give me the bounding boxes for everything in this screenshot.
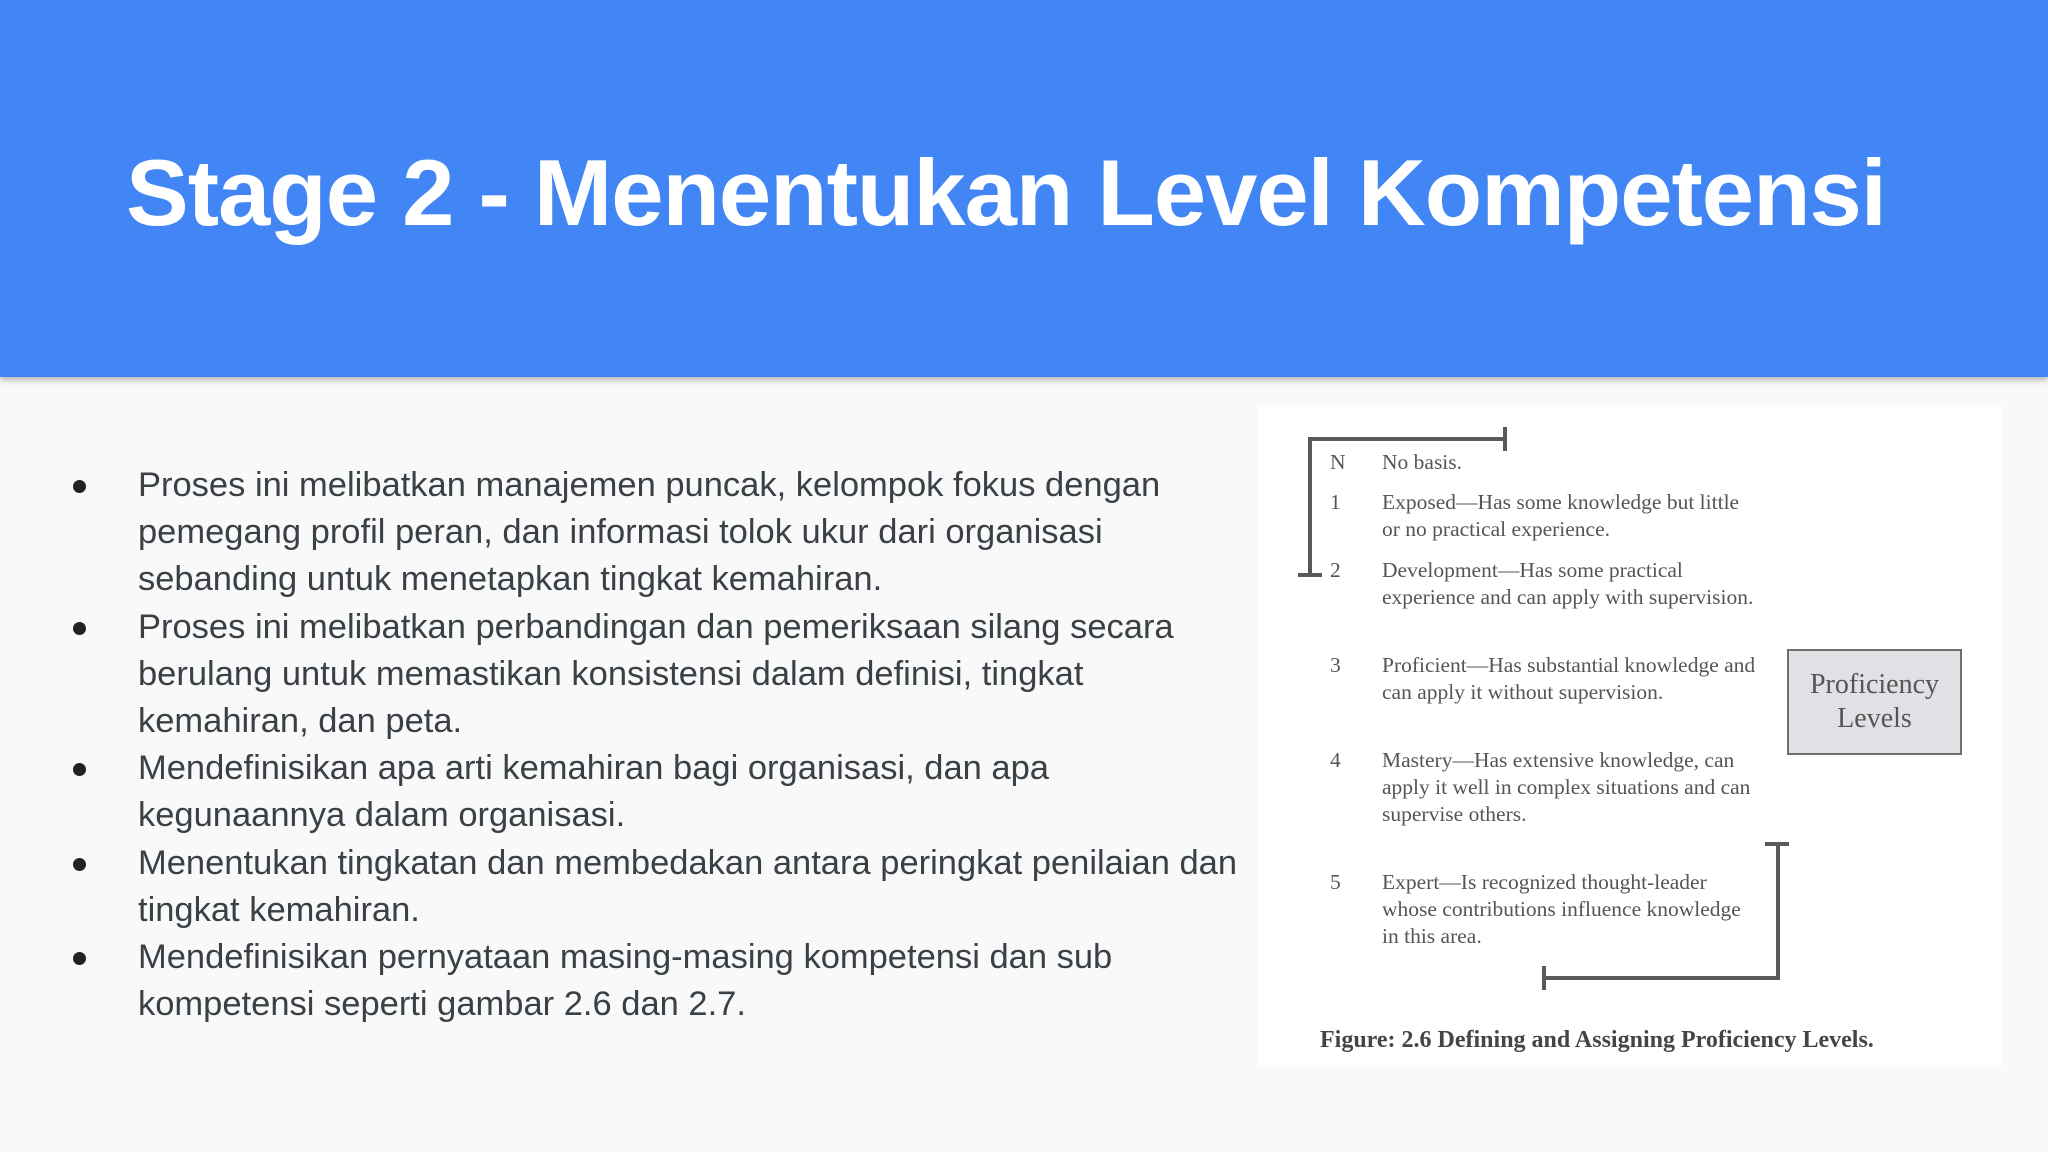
bullet-item <box>68 604 1238 746</box>
level-number: N <box>1330 450 1346 474</box>
bullet-item <box>68 934 1238 1028</box>
proficiency-levels-label: Proficiency Levels <box>1809 669 1940 734</box>
bullet-list <box>68 462 1238 1028</box>
level-description: Mastery—Has extensive knowledge, can apply it well in complex situations and can supervise others. <box>1382 748 1751 826</box>
bullet-text: Mendefinisikan pernyataan masing-masing kompetensi dan sub kompetensi seperti gambar 2.6 dan 2.7. <box>138 938 1113 1024</box>
level-number: 4 <box>1330 748 1341 772</box>
level-description: Expert—Is recognized thought-leader whose contributions influence knowledge in this area. <box>1382 870 1741 948</box>
proficiency-levels-box <box>1787 649 1962 755</box>
bullet-dot <box>73 952 86 965</box>
level-description: Proficient—Has substantial knowledge and can apply it without supervision. <box>1382 653 1756 704</box>
bullet-text: Menentukan tingkatan dan membedakan antara peringkat penilaian dan tingkat kemahiran. <box>138 843 1238 929</box>
bracket-top-horizontal <box>1308 437 1506 441</box>
bullet-item <box>68 745 1238 839</box>
bullet-dot <box>73 480 86 493</box>
level-number: 3 <box>1330 653 1341 677</box>
figure-caption: Figure: 2.6 Defining and Assigning Proficiency Levels. <box>1320 1027 1874 1053</box>
bracket-top-foot <box>1298 573 1322 577</box>
bullet-dot <box>73 858 86 871</box>
bullet-item <box>68 462 1238 604</box>
bullet-text: Mendefinisikan apa arti kemahiran bagi organisasi, dan apa kegunaannya dalam organisasi. <box>138 749 1049 835</box>
proficiency-figure <box>1258 405 2002 1067</box>
level-number: 2 <box>1330 558 1341 582</box>
bracket-top-vertical <box>1308 437 1312 577</box>
level-description: No basis. <box>1382 450 1463 474</box>
bullet-text: Proses ini melibatkan perbandingan dan pemeriksaan silang secara berulang untuk memastikan konsistensi dalam definisi, tingkat kemahiran, dan peta. <box>138 607 1174 741</box>
slide-title: Stage 2 - Menentukan Level Kompetensi <box>126 140 1886 245</box>
bullet-item <box>68 840 1238 934</box>
level-description: Development—Has some practical experience and can apply with supervision. <box>1382 558 1754 609</box>
bullet-text: Proses ini melibatkan manajemen puncak, kelompok fokus dengan pemegang profil peran, dan informasi tolok ukur dari organisasi sebanding untuk menetapkan tingkat kemahiran. <box>138 466 1161 599</box>
bracket-bottom-horizontal <box>1544 976 1780 980</box>
bracket-bottom-vertical <box>1776 842 1780 980</box>
title-bar <box>0 0 2048 377</box>
level-number: 1 <box>1330 490 1341 514</box>
bullet-dot <box>73 622 86 635</box>
bracket-bottom-topcap <box>1765 842 1789 846</box>
bracket-bottom-endtick <box>1542 966 1546 990</box>
level-description: Exposed—Has some knowledge but little or no practical experience. <box>1382 490 1740 541</box>
bracket-top-endtick <box>1503 427 1507 451</box>
level-number: 5 <box>1330 870 1341 894</box>
bullet-dot <box>73 763 86 776</box>
